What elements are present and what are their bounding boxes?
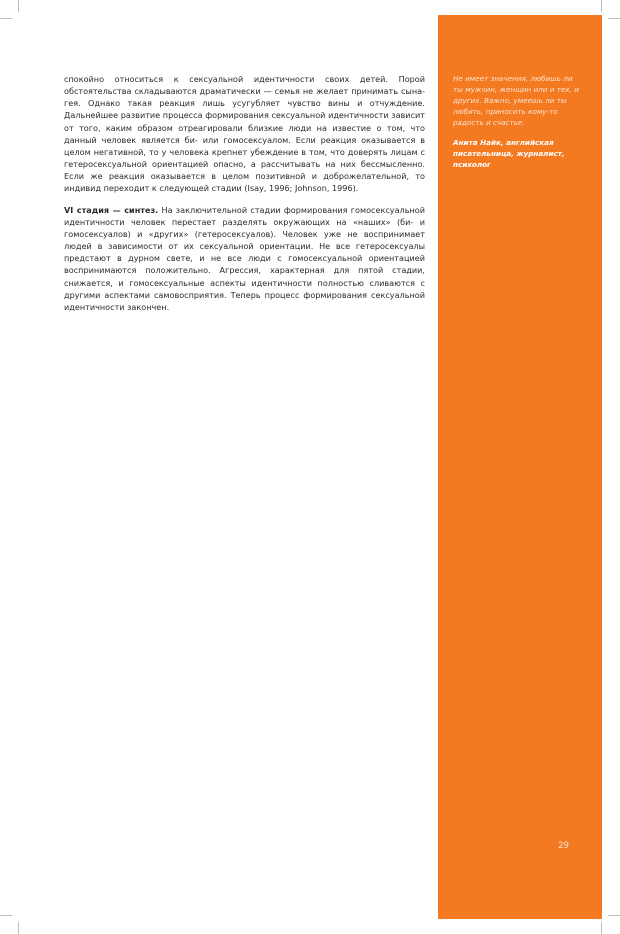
sidebar-quote: Не имеет значения, любишь ли ты мужчин, женщин или и тех, и других. Важно, умеешь ли ты любить, приносить кому-то радость и счастье. — [453, 74, 579, 128]
orange-sidebar — [438, 15, 602, 919]
crop-mark-bottom-right — [601, 922, 602, 934]
body-paragraph-1: спокойно относиться к сексуальной идентичности своих детей. Порой обстоятельства складываются драматически — семья не желает принимать сына-гея. Однако такая реакция лишь усугубляет чувство вины и отчуждение. Дальнейшее развитие процесса формирования сексуальной идентичности зависит от того, каким образом отреагировали близкие люди на известие о том, что данный человек является би- или гомосексуалом. Если реакция оказывается в целом негативной, то у человека крепнет убеждение в том, что доверять лицам с гетеросексуальной ориентацией опасно, а рассчитывать на них бессмысленно. Если же реакция оказывается в целом позитивной и доброжелательной, то индивид переходит к следующей стадии (Isay, 1996; Johnson, 1996). — [64, 74, 425, 194]
crop-mark-top-left-h — [0, 18, 12, 19]
crop-mark-top-right-h — [608, 18, 620, 19]
crop-mark-top-right — [601, 0, 602, 12]
crop-mark-bottom-left-h — [0, 915, 12, 916]
page-number: 29 — [558, 841, 569, 851]
body-paragraph-2 — [64, 204, 425, 313]
body-paragraph-2-text: На заключительной стадии формирования гомосексуальной идентичности человек перестает разделять окружающих на «наших» (би- и гомосексуалов) и «других» (гетеросексуалов). Человек уже не воспринимает людей в зависимости от их сексуальной ориентации. Не все гетеросексуалы предстают в дурном свете, и не все люди с гомосексуальной ориентацией воспринимаются положительно. Агрессия, характерная для пятой стадии, снижается, и гомосексуальные аспекты идентичности полностью сливаются с другими аспектами самовосприятия. Теперь процесс формирования сексуальной идентичности закончен. — [64, 204, 425, 312]
stage-heading: VI стадия — синтез. — [64, 204, 159, 215]
quote-author: Анита Найк, английская писательница, журналист, психолог — [453, 138, 565, 170]
crop-mark-bottom-left — [18, 922, 19, 934]
crop-mark-bottom-right-h — [608, 915, 620, 916]
main-text-column — [64, 73, 425, 313]
crop-mark-top-left — [18, 0, 19, 12]
